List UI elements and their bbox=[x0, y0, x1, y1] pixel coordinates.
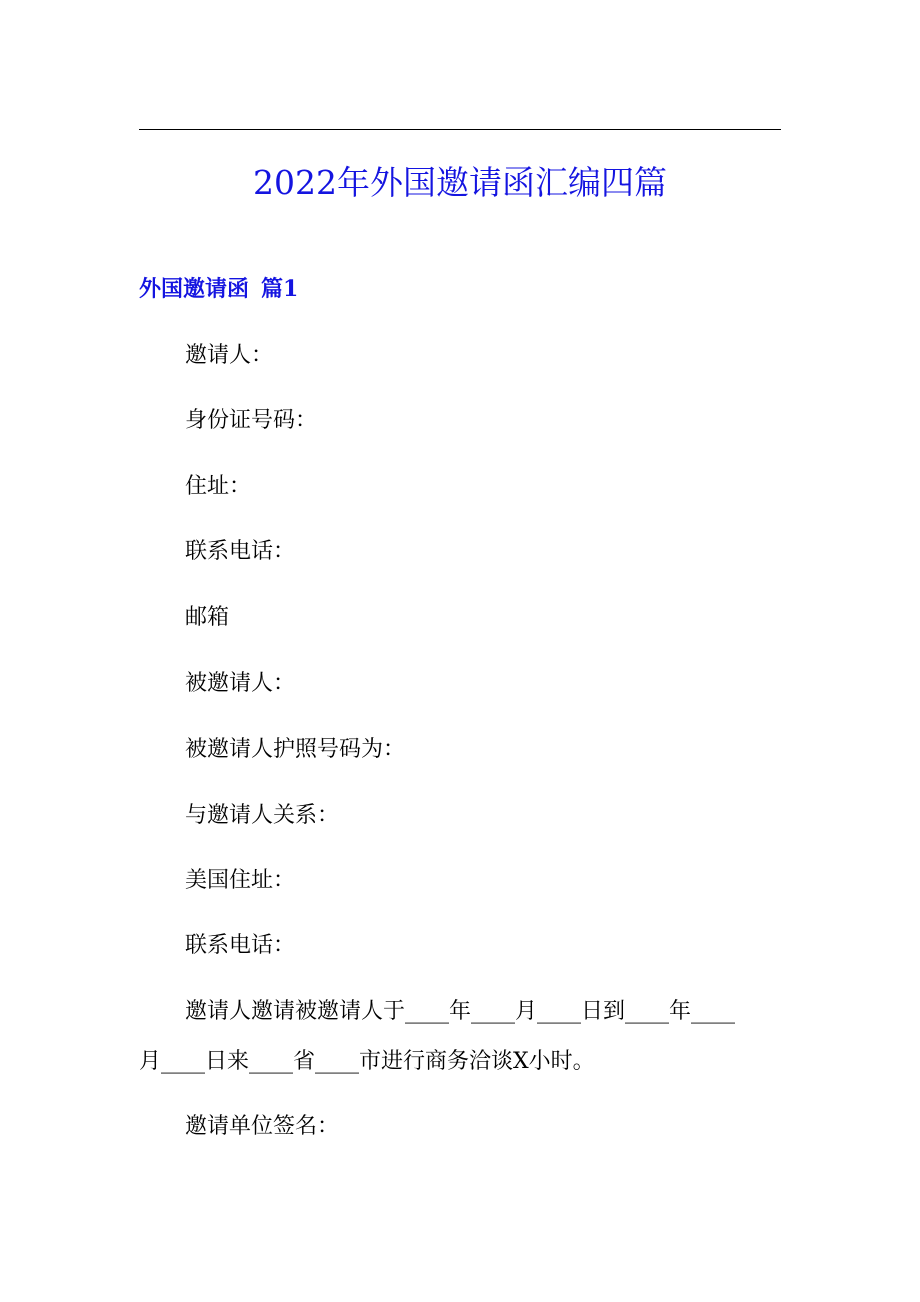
field-us-address: 美国住址： bbox=[185, 868, 296, 893]
document-title: 2022年外国邀请函汇编四篇 bbox=[253, 163, 667, 202]
field-id-number: 身份证号码： bbox=[185, 408, 318, 433]
header-rule bbox=[139, 129, 781, 130]
invitation-line-1: 邀请人邀请被邀请人于____年____月____日到____年____ bbox=[185, 999, 736, 1024]
field-email: 邮箱 bbox=[185, 605, 230, 630]
field-invitee: 被邀请人： bbox=[185, 671, 296, 696]
field-invitee-passport: 被邀请人护照号码为： bbox=[185, 737, 406, 762]
invitation-paragraph bbox=[139, 996, 781, 1078]
field-contact-phone: 联系电话： bbox=[185, 933, 296, 958]
section-heading-text: 外国邀请函 bbox=[139, 276, 250, 302]
signature-label: 邀请单位签名： bbox=[185, 1114, 340, 1139]
invitation-line-2: 月____日来____省____市进行商务洽谈X小时。 bbox=[139, 1049, 595, 1074]
section-heading bbox=[139, 272, 298, 306]
field-address: 住址： bbox=[185, 474, 252, 499]
section-number: 篇1 bbox=[261, 276, 299, 302]
field-relationship: 与邀请人关系： bbox=[185, 803, 340, 828]
field-phone: 联系电话： bbox=[185, 539, 296, 564]
field-inviter: 邀请人： bbox=[185, 343, 274, 368]
